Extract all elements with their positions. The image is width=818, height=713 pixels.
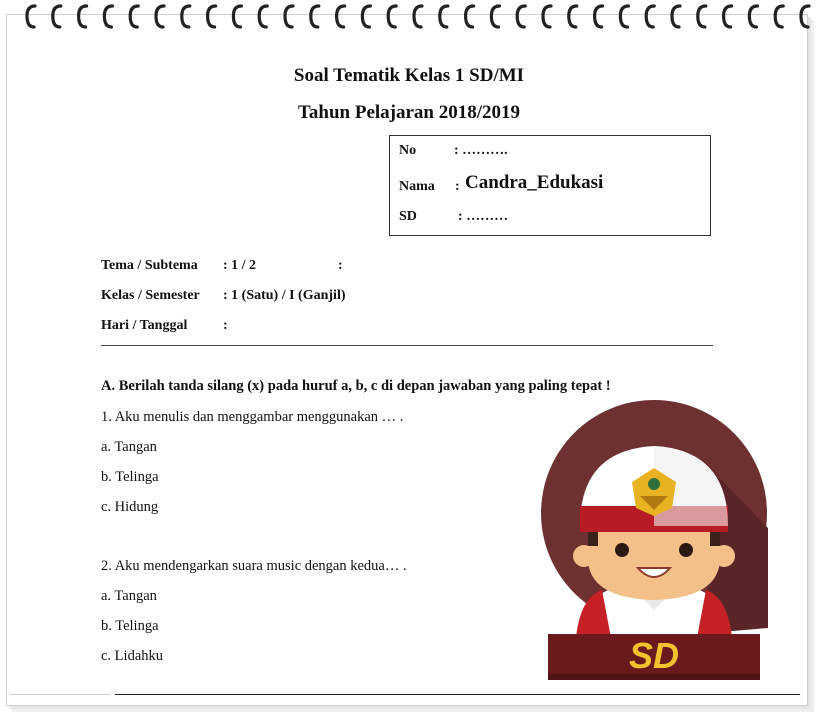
tema-label: Tema / Subtema — [101, 258, 198, 273]
hari-label: Hari / Tanggal — [101, 318, 188, 333]
tema-row — [101, 258, 343, 274]
worksheet-title: Soal Tematik Kelas 1 SD/MI — [293, 65, 525, 86]
spiral-ring — [620, 6, 628, 27]
q2-option-c: c. Lidahku — [101, 648, 164, 664]
spiral-ring — [53, 6, 61, 27]
spiral-rings-icon — [0, 0, 818, 34]
divider — [101, 345, 713, 346]
kelas-row — [101, 288, 346, 304]
student-info-box — [389, 135, 711, 236]
question-1: 1. Aku menulis dan menggambar menggunakan … . — [101, 409, 404, 425]
question-2: 2. Aku mendengarkan suara music dengan kedua… . — [101, 558, 407, 574]
spiral-ring — [775, 6, 783, 27]
sd-badge-text: SD — [628, 635, 680, 676]
spiral-ring — [491, 6, 499, 27]
spiral-ring — [337, 6, 345, 27]
student-mascot-illustration — [540, 398, 768, 688]
spiral-ring — [79, 6, 87, 27]
kelas-label: Kelas / Semester — [101, 288, 200, 303]
q2-option-a: a. Tangan — [101, 588, 157, 604]
info-sd-row — [399, 209, 509, 225]
spiral-ring — [440, 6, 448, 27]
spiral-ring — [466, 6, 474, 27]
nama-colon: : — [455, 179, 460, 194]
bottom-rule — [115, 694, 800, 695]
sd-label: SD — [399, 209, 417, 224]
spiral-ring — [595, 6, 603, 27]
sd-value: : ……… — [458, 209, 509, 224]
kelas-value: : 1 (Satu) / I (Ganjil) — [223, 288, 346, 303]
hari-row — [101, 318, 228, 334]
q2-option-b: b. Telinga — [101, 618, 159, 634]
spiral-ring — [27, 6, 35, 27]
nama-label: Nama — [399, 179, 435, 194]
spiral-ring — [672, 6, 680, 27]
school-year: Tahun Pelajaran 2018/2019 — [297, 102, 521, 123]
spiral-binding — [0, 0, 818, 34]
spiral-ring — [362, 6, 370, 27]
tema-value: : 1 / 2 — [223, 258, 257, 273]
spiral-ring — [414, 6, 422, 27]
spiral-ring — [285, 6, 293, 27]
sd-student-mascot — [540, 398, 768, 688]
hari-value: : — [223, 318, 228, 333]
q1-option-a: a. Tangan — [101, 439, 157, 455]
tema-extra: : — [338, 258, 343, 273]
info-no-row — [399, 143, 508, 159]
spiral-ring — [646, 6, 654, 27]
spiral-ring — [388, 6, 396, 27]
spiral-ring — [130, 6, 138, 27]
bottom-edge — [10, 694, 110, 695]
section-a-instruction: A. Berilah tanda silang (x) pada huruf a, b, c di depan jawaban yang paling tepat ! — [101, 378, 611, 394]
spiral-ring — [104, 6, 112, 27]
nama-value: Candra_Edukasi — [465, 172, 604, 193]
spiral-ring — [233, 6, 241, 27]
spiral-ring — [724, 6, 732, 27]
spiral-ring — [698, 6, 706, 27]
spiral-ring — [208, 6, 216, 27]
spiral-ring — [311, 6, 319, 27]
no-value: : ………. — [454, 143, 508, 158]
spiral-ring — [749, 6, 757, 27]
q1-option-c: c. Hidung — [101, 499, 159, 515]
no-label: No — [399, 143, 417, 158]
spiral-ring — [182, 6, 190, 27]
spiral-ring — [259, 6, 267, 27]
spiral-ring — [543, 6, 551, 27]
spiral-ring — [569, 6, 577, 27]
spiral-ring — [156, 6, 164, 27]
q1-option-b: b. Telinga — [101, 469, 159, 485]
spiral-ring — [517, 6, 525, 27]
spiral-ring — [801, 6, 809, 27]
